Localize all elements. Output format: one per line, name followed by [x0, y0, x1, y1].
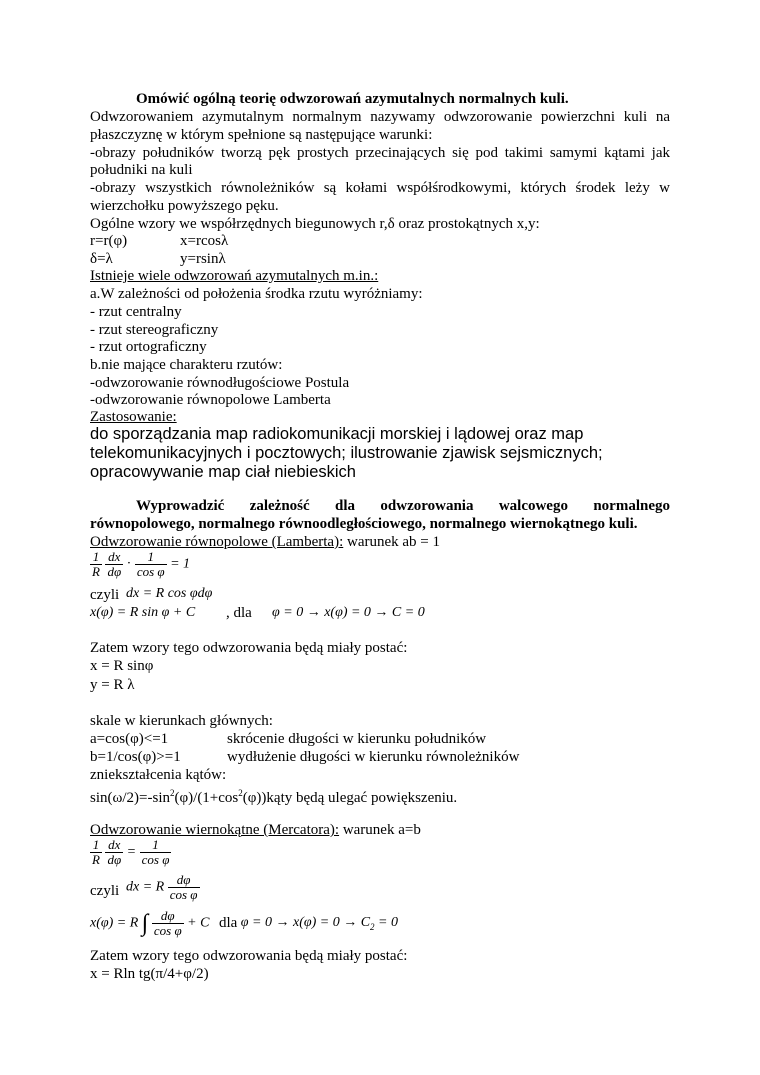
equals-one: = 1: [170, 556, 191, 572]
section1-title: Omówić ogólną teorię odwzorowań azymutalnych normalnych kuli.: [136, 91, 569, 107]
angle-distortion-heading: zniekształcenia kątów:: [90, 767, 227, 783]
dx-equation-1: dx = R cos φdφ: [126, 586, 213, 601]
fraction-dphi-over-cos: $\frac{d\varphi}{\text{cos φ}}$: [169, 872, 198, 902]
x-sin-formula: x = R sinφ: [90, 658, 154, 674]
application-line2: telekomunikacyjnych i pocztowych; ilustrowanie zjawisk sejsmicznych;: [90, 444, 603, 462]
conformal-condition: warunek a=b: [339, 822, 421, 838]
scale-b: b=1/cos(φ)>=1: [90, 749, 181, 765]
x-phi-integral-equation: x(φ) = R ∫ $\frac{d\varphi}{\text{cos φ}}$ + C dla $\varphi = 0 \to x(\varphi) = 0 \to C_2 = 0$: [90, 908, 398, 938]
list-b-item-postel: -odwzorowanie równodługościowe Postula: [90, 375, 350, 391]
czyli-label-1: czyli: [90, 587, 120, 603]
list-a-heading: a.W zależności od położenia środka rzutu wyróżniamy:: [90, 286, 423, 302]
integral-sign: ∫: [141, 910, 149, 937]
equal-area-heading-row: [90, 534, 440, 551]
application-line3: opracowywanie map ciał niebieskich: [90, 463, 356, 481]
then-forms-2: Zatem wzory tego odwzorowania będą miały postać:: [90, 948, 408, 964]
conformal-equation: [90, 838, 171, 867]
fraction-1-over-cos: $\frac{1}{\text{cos φ}}$: [136, 549, 165, 579]
equal-area-equation: [90, 550, 190, 579]
formula-x: x=rcosλ: [180, 233, 229, 249]
section1-p1-line2: płaszczyznę w którym spełnione są następujące warunki:: [90, 127, 433, 143]
formula-r: r=r(φ): [90, 233, 128, 249]
czyli-label-2: czyli: [90, 883, 120, 899]
condition1-line2: południki na kuli: [90, 162, 193, 178]
principal-scales-heading: skale w kierunkach głównych:: [90, 713, 273, 729]
condition2-line1: -obrazy wszystkich równoleżników są kołami współśrodkowymi, których środek leży w: [90, 180, 670, 196]
equal-area-heading: Odwzorowanie równopolowe (Lamberta):: [90, 534, 344, 550]
formula-y: y=rsinλ: [180, 251, 226, 267]
angle-distortion-formula: $\sin(\omega/2)=-\sin^2(\varphi)/(1+\cos^2(\varphi))kąty$ będą ulegać powiększeniu.: [90, 788, 458, 806]
dla-label-1: , dla: [226, 605, 252, 621]
dot-operator: ·: [126, 556, 132, 572]
fraction-dx-over-dphi: $\frac{dx}{d\varphi}$: [107, 549, 122, 579]
equals-sign: =: [126, 844, 137, 860]
list-a-item-stereographic: - rzut stereograficzny: [90, 322, 219, 338]
application-heading: Zastosowanie:: [90, 409, 177, 425]
fraction-1-over-cos-2: $\frac{1}{\text{cos φ}}$: [141, 837, 170, 867]
formula-delta: δ=λ: [90, 251, 113, 267]
list-a-item-central: - rzut centralny: [90, 304, 182, 320]
fraction-dphi-over-cos-2: $\frac{d\varphi}{\text{cos φ}}$: [153, 908, 182, 938]
y-lambda-formula: y = R λ: [90, 677, 135, 693]
application-line1: do sporządzania map radiokomunikacji morskiej i lądowej oraz map: [90, 425, 584, 443]
fraction-dx-over-dphi-2: $\frac{dx}{d\varphi}$: [107, 837, 122, 867]
list-a-item-orthographic: - rzut ortograficzny: [90, 339, 207, 355]
scale-a-description: skrócenie długości w kierunku południków: [227, 731, 487, 747]
formulas-intro: Ogólne wzory we współrzędnych biegunowych r,δ oraz prostokątnych x,y:: [90, 216, 540, 232]
dx-equation-2: dx = R $\frac{d\varphi}{\text{cos φ}}$: [126, 872, 198, 902]
boundary-condition-1: φ = 0 → x(φ) = 0 → C = 0: [272, 605, 425, 620]
equal-area-condition: warunek ab = 1: [343, 534, 441, 550]
section1-p1-line1: Odwzorowaniem azymutalnym normalnym nazywamy odwzorowanie powierzchni kuli na: [90, 109, 670, 125]
fraction-1-over-R: $\frac{1}{R}$: [92, 549, 100, 579]
then-forms-1: Zatem wzory tego odwzorowania będą miały postać:: [90, 640, 408, 656]
dla-label-2: dla: [218, 915, 238, 931]
boundary-condition-2: $\varphi = 0 \to x(\varphi) = 0 \to C_2 = 0$: [240, 915, 398, 932]
scale-b-description: wydłużenie długości w kierunku równoleżników: [227, 749, 520, 765]
x-mercator-formula: x = Rln tg(π/4+φ/2): [90, 966, 209, 982]
conformal-heading: Odwzorowanie wiernokątne (Mercatora):: [90, 822, 340, 838]
list-b-heading: b.nie mające charakteru rzutów:: [90, 357, 283, 373]
condition2-line2: wierzchołku powyższego pęku.: [90, 198, 279, 214]
x-phi-equation-1: x(φ) = R sin φ + C: [90, 605, 196, 620]
scale-a: a=cos(φ)<=1: [90, 731, 169, 747]
fraction-1-over-R-2: $\frac{1}{R}$: [92, 837, 100, 867]
list-b-item-lambert: -odwzorowanie równopolowe Lamberta: [90, 392, 331, 408]
many-projections-heading: Istnieje wiele odwzorowań azymutalnych m.in.:: [90, 268, 379, 284]
condition1-line1: -obrazy południków tworzą pęk prostych przecinających się pod takimi samymi kątami jak: [90, 145, 670, 161]
section2-title-line2: równopolowego, normalnego równoodległościowego, normalnego wiernokątnego kuli.: [90, 516, 638, 532]
section2-title-line1: Wyprowadzić zależność dla odwzorowania walcowego normalnego: [136, 498, 670, 514]
conformal-heading-row: [90, 822, 421, 839]
